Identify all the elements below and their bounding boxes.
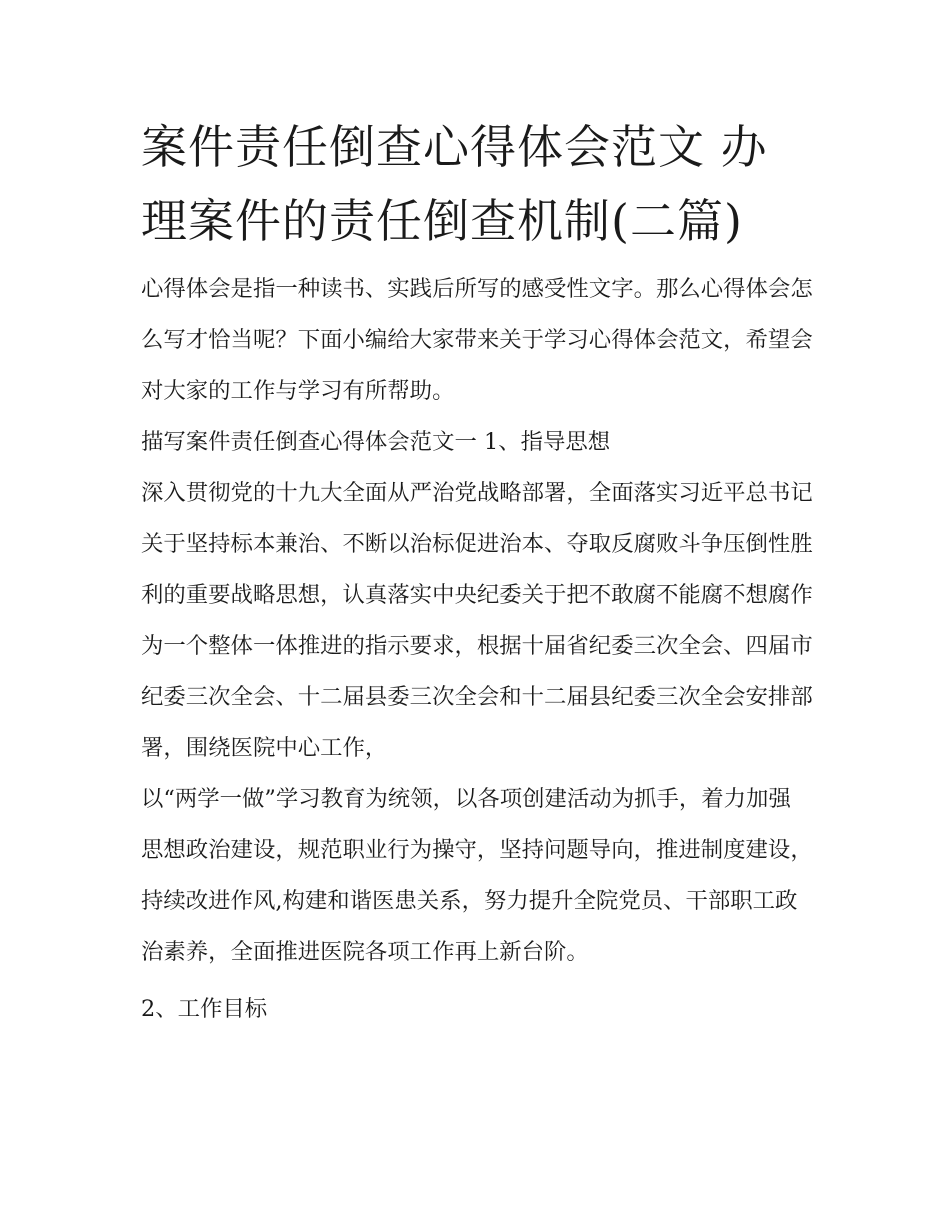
section-1-heading: 描写案件责任倒查心得体会范文一 1、指导思想 bbox=[141, 429, 611, 455]
section-2-heading: 2、工作目标 bbox=[141, 996, 268, 1022]
intro-paragraph: 心得体会是指一种读书、实践后所写的感受性文字。那么心得体会怎么写才恰当呢？下面小编给大家带来关于学习心得体会范文，希望会对大家的工作与学习有所帮助。 bbox=[141, 276, 813, 404]
section-1-paragraph-a: 深入贯彻党的十九大全面从严治党战略部署，全面落实习近平总书记关于坚持标本兼治、不断以治标促进治本、夺取反腐败斗争压倒性胜利的重要战略思想，认真落实中央纪委关于把不敢腐不能腐不想腐作为一个整体一体推进的指示要求，根据十届省纪委三次全会、四届市纪委三次全会、十二届县委三次全会和十二届县纪委三次全会安排部署，围绕医院中心工作， bbox=[141, 480, 813, 761]
section-1-paragraph-b: 以“两学一做”学习教育为统领，以各项创建活动为抓手，着力加强思想政治建设，规范职业行为操守，坚持问题导向，推进制度建设，持续改进作风,构建和谐医患关系，努力提升全院党员、干部职工政治素养，全面推进医院各项工作再上新台阶。 bbox=[141, 786, 813, 965]
document-title: 案件责任倒查心得体会范文 办理案件的责任倒查机制(二篇) bbox=[141, 120, 768, 248]
document-page bbox=[141, 110, 813, 1035]
